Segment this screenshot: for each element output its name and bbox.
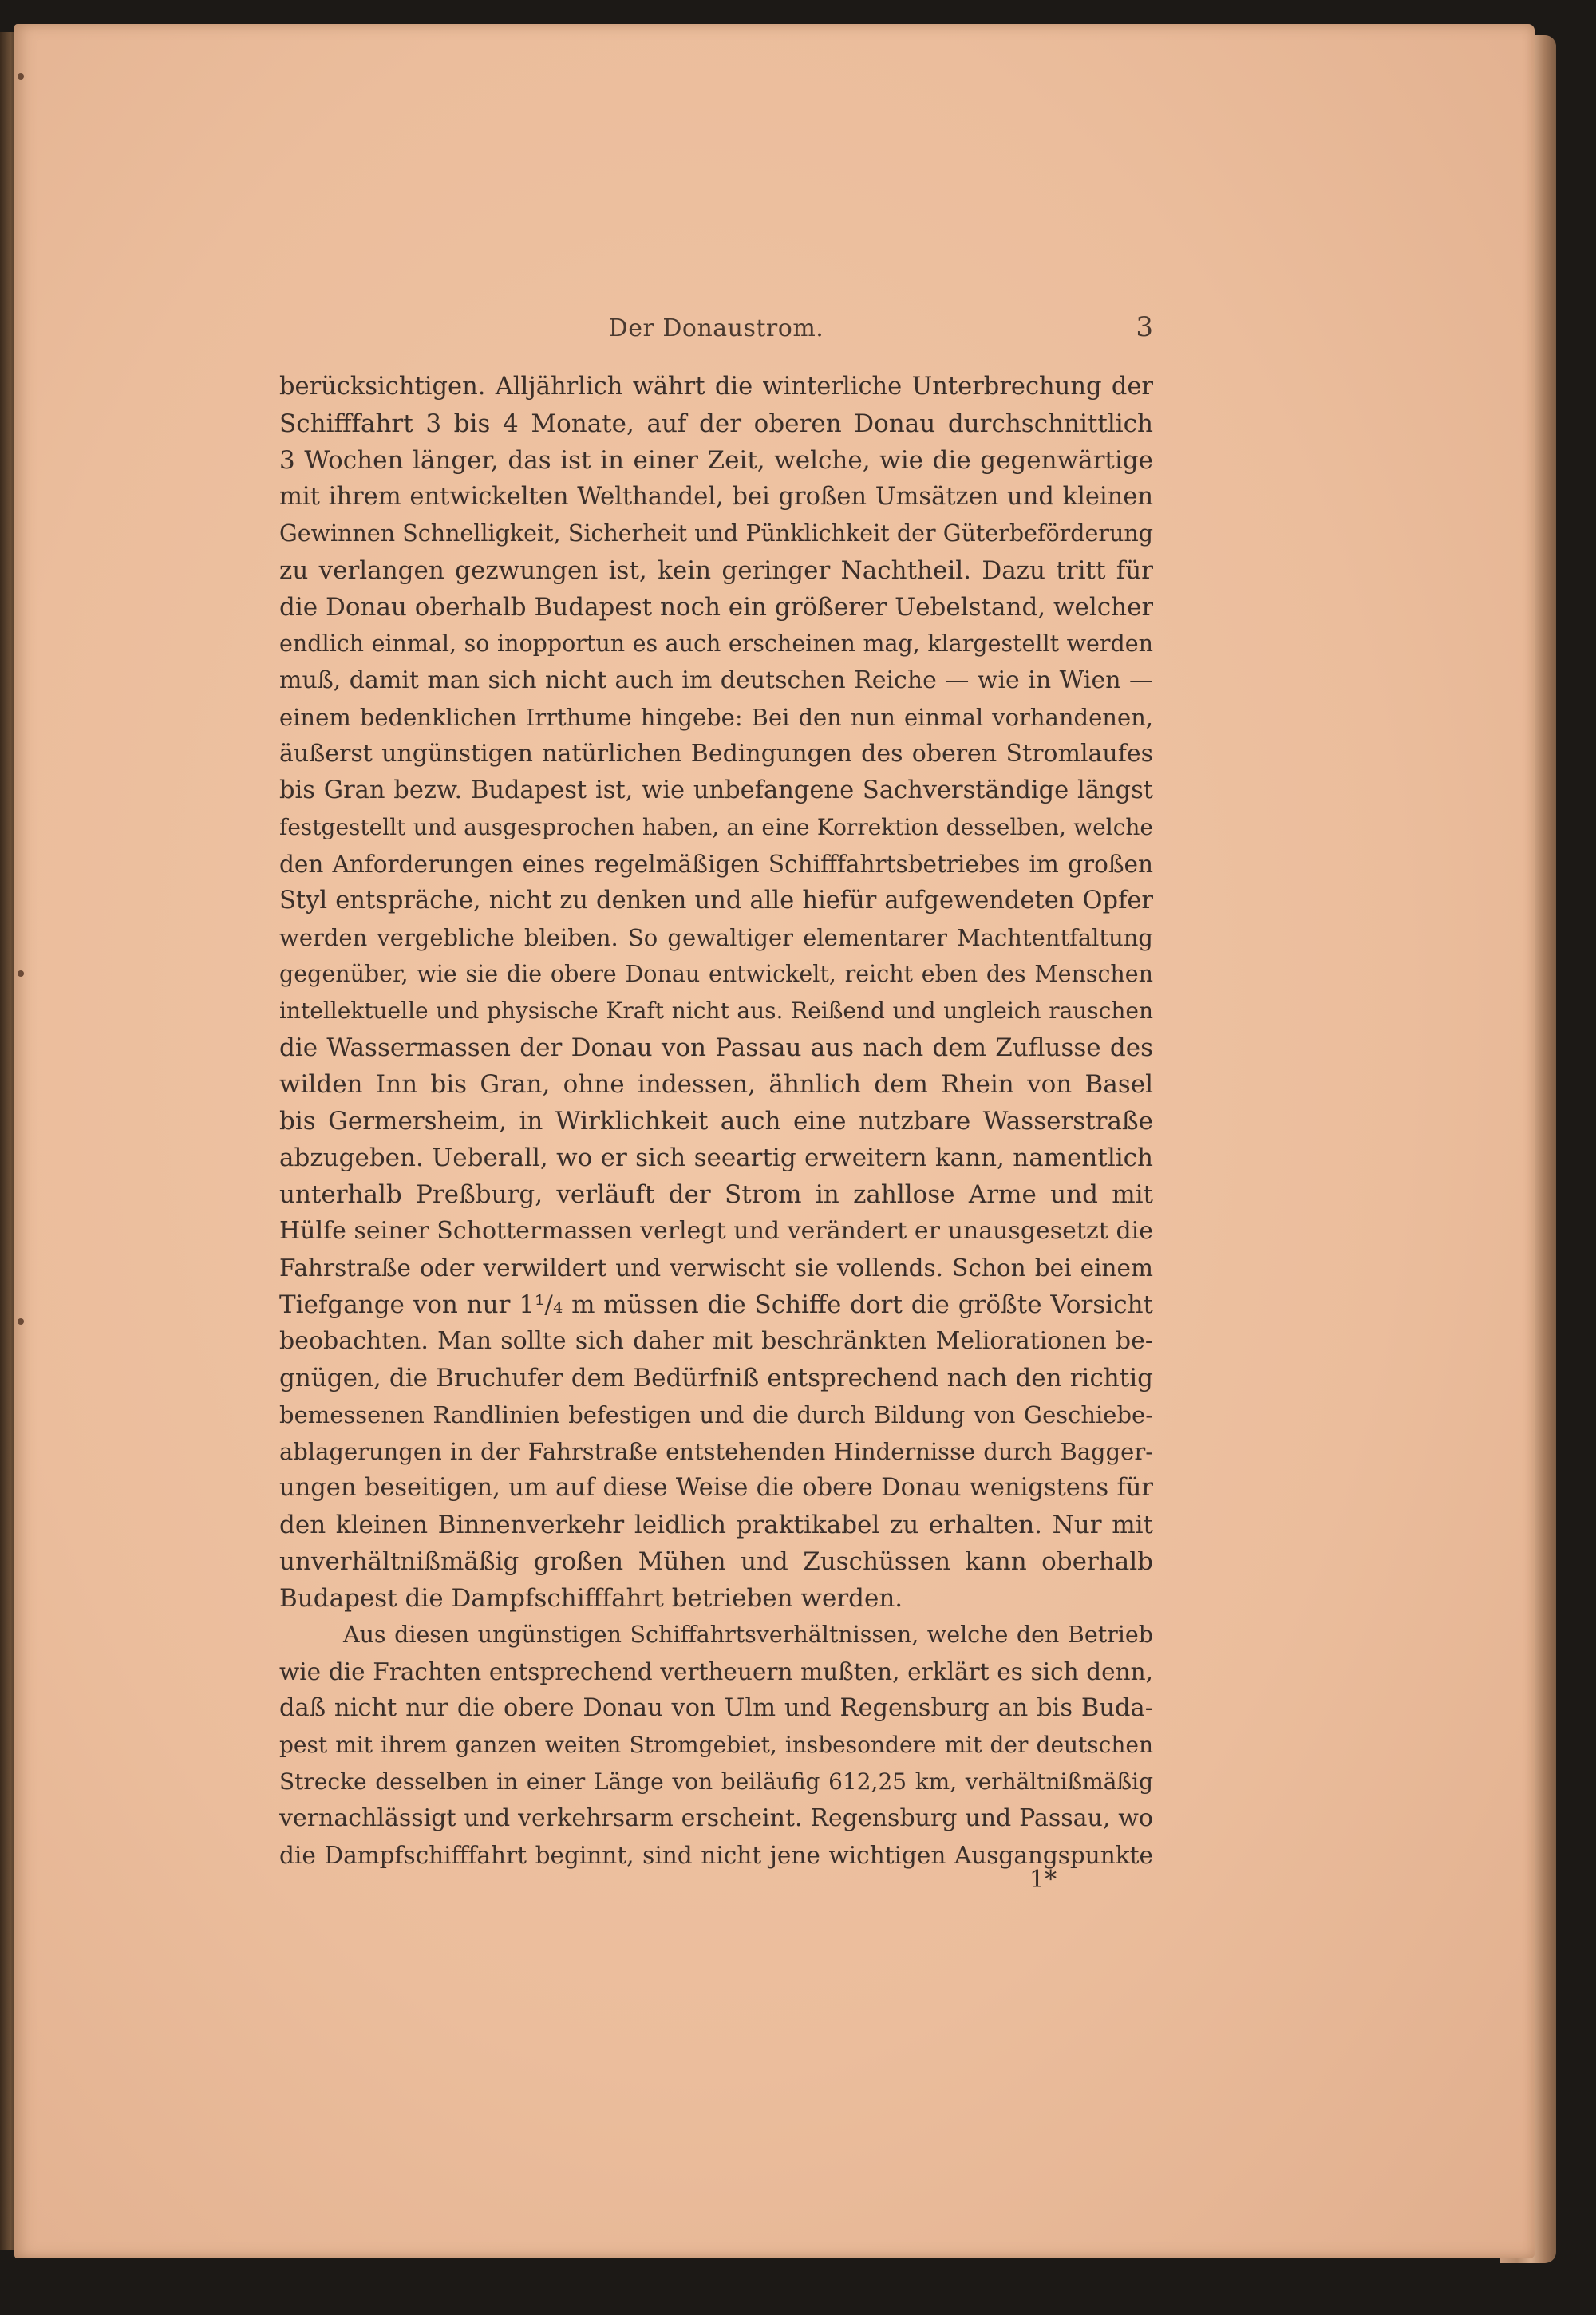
text-line: zu verlangen gezwungen ist, kein geringer Nachtheil. Dazu tritt für: [279, 556, 1153, 585]
text-line: abzugeben. Ueberall, wo er sich seeartig erweitern kann, namentlich: [279, 1144, 1153, 1172]
text-line: werden vergebliche bleiben. So gewaltiger elementarer Machtentfaltung: [279, 924, 1153, 951]
text-line: beobachten. Man sollte sich daher mit beschränkten Meliorationen be-: [279, 1327, 1153, 1355]
text-line: Gewinnen Schnelligkeit, Sicherheit und Pünklichkeit der Güterbeförderung: [279, 520, 1153, 547]
text-line: Styl entspräche, nicht zu denken und alle hiefür aufgewendeten Opfer: [279, 887, 1153, 915]
text-line: äußerst ungünstigen natürlichen Bedingungen des oberen Stromlaufes: [279, 740, 1153, 768]
text-line: endlich einmal, so inopportun es auch erscheinen mag, klargestellt werden: [279, 630, 1153, 657]
text-line: Strecke desselben in einer Länge von beiläufig 612,25 km, verhältnißmäßig: [279, 1768, 1153, 1795]
text-line: gegenüber, wie sie die obere Donau entwickelt, reicht eben des Menschen: [279, 961, 1153, 987]
binding-mark: [18, 970, 24, 977]
text-line: daß nicht nur die obere Donau von Ulm und Regensburg an bis Buda-: [279, 1694, 1153, 1722]
body-text: [279, 369, 1153, 1874]
text-line: muß, damit man sich nicht auch im deutschen Reiche — wie in Wien —: [279, 666, 1153, 694]
signature-mark: 1*: [1029, 1866, 1057, 1894]
text-line: bis Gran bezw. Budapest ist, wie unbefangene Sachverständige längst: [279, 776, 1153, 804]
text-line: Tiefgange von nur 1¹/₄ m müssen die Schiffe dort die größte Vorsicht: [279, 1290, 1153, 1319]
text-line: die Dampfschifffahrt beginnt, sind nicht jene wichtigen Ausgangspunkte: [279, 1842, 1153, 1869]
paragraph: [279, 1617, 1153, 1874]
text-line: mit ihrem entwickelten Welthandel, bei großen Umsätzen und kleinen: [279, 483, 1153, 511]
text-line: Fahrstraße oder verwildert und verwischt sie vollends. Schon bei einem: [279, 1254, 1153, 1282]
text-line: die Donau oberhalb Budapest noch ein größerer Uebelstand, welcher: [279, 593, 1153, 622]
text-line: bemessenen Randlinien befestigen und die durch Bildung von Geschiebe-: [279, 1401, 1153, 1428]
text-line: Schifffahrt 3 bis 4 Monate, auf der oberen Donau durchschnittlich: [279, 409, 1153, 438]
text-line: ablagerungen in der Fahrstraße entstehenden Hindernisse durch Bagger-: [279, 1438, 1153, 1465]
text-line: festgestellt und ausgesprochen haben, an eine Korrektion desselben, welche: [279, 814, 1153, 840]
text-line: einem bedenklichen Irrthume hingebe: Bei den nun einmal vorhandenen,: [279, 704, 1153, 731]
text-line: unverhältnißmäßig großen Mühen und Zuschüssen kann oberhalb: [279, 1547, 1153, 1576]
text-line: Aus diesen ungünstigen Schiffahrtsverhältnissen, welche den Betrieb: [343, 1622, 1153, 1648]
text-line: intellektuelle und physische Kraft nicht aus. Reißend und ungleich rauschen: [279, 998, 1153, 1024]
text-line: Budapest die Dampfschifffahrt betrieben werden.: [279, 1584, 903, 1613]
text-line: pest mit ihrem ganzen weiten Stromgebiet, insbesondere mit der deutschen: [279, 1732, 1153, 1758]
page-number: 3: [1136, 311, 1153, 343]
text-line: den kleinen Binnenverkehr leidlich praktikabel zu erhalten. Nur mit: [279, 1511, 1153, 1539]
text-line: unterhalb Preßburg, verläuft der Strom in zahllose Arme und mit: [279, 1180, 1153, 1209]
text-line: berücksichtigen. Alljährlich währt die winterliche Unterbrechung der: [279, 373, 1153, 401]
text-line: Hülfe seiner Schottermassen verlegt und verändert er unausgesetzt die: [279, 1217, 1153, 1245]
text-line: gnügen, die Bruchufer dem Bedürfniß entsprechend nach den richtig: [279, 1364, 1153, 1393]
paragraph: [279, 369, 1153, 1617]
binding-mark: [18, 73, 24, 80]
page-header: [279, 311, 1153, 359]
text-line: 3 Wochen länger, das ist in einer Zeit, welche, wie die gegenwärtige: [279, 446, 1153, 475]
text-line: wilden Inn bis Gran, ohne indessen, ähnlich dem Rhein von Basel: [279, 1070, 1153, 1099]
text-line: vernachlässigt und verkehrsarm erscheint. Regensburg und Passau, wo: [279, 1804, 1153, 1832]
text-line: die Wassermassen der Donau von Passau aus nach dem Zuflusse des: [279, 1033, 1153, 1062]
text-line: bis Germersheim, in Wirklichkeit auch eine nutzbare Wasserstraße: [279, 1107, 1153, 1136]
text-line: wie die Frachten entsprechend vertheuern mußten, erklärt es sich denn,: [279, 1658, 1153, 1685]
running-title: Der Donaustrom.: [608, 314, 824, 342]
text-line: ungen beseitigen, um auf diese Weise die obere Donau wenigstens für: [279, 1474, 1153, 1502]
binding-mark: [18, 1318, 24, 1325]
text-line: den Anforderungen eines regelmäßigen Schifffahrtsbetriebes im großen: [279, 851, 1153, 878]
